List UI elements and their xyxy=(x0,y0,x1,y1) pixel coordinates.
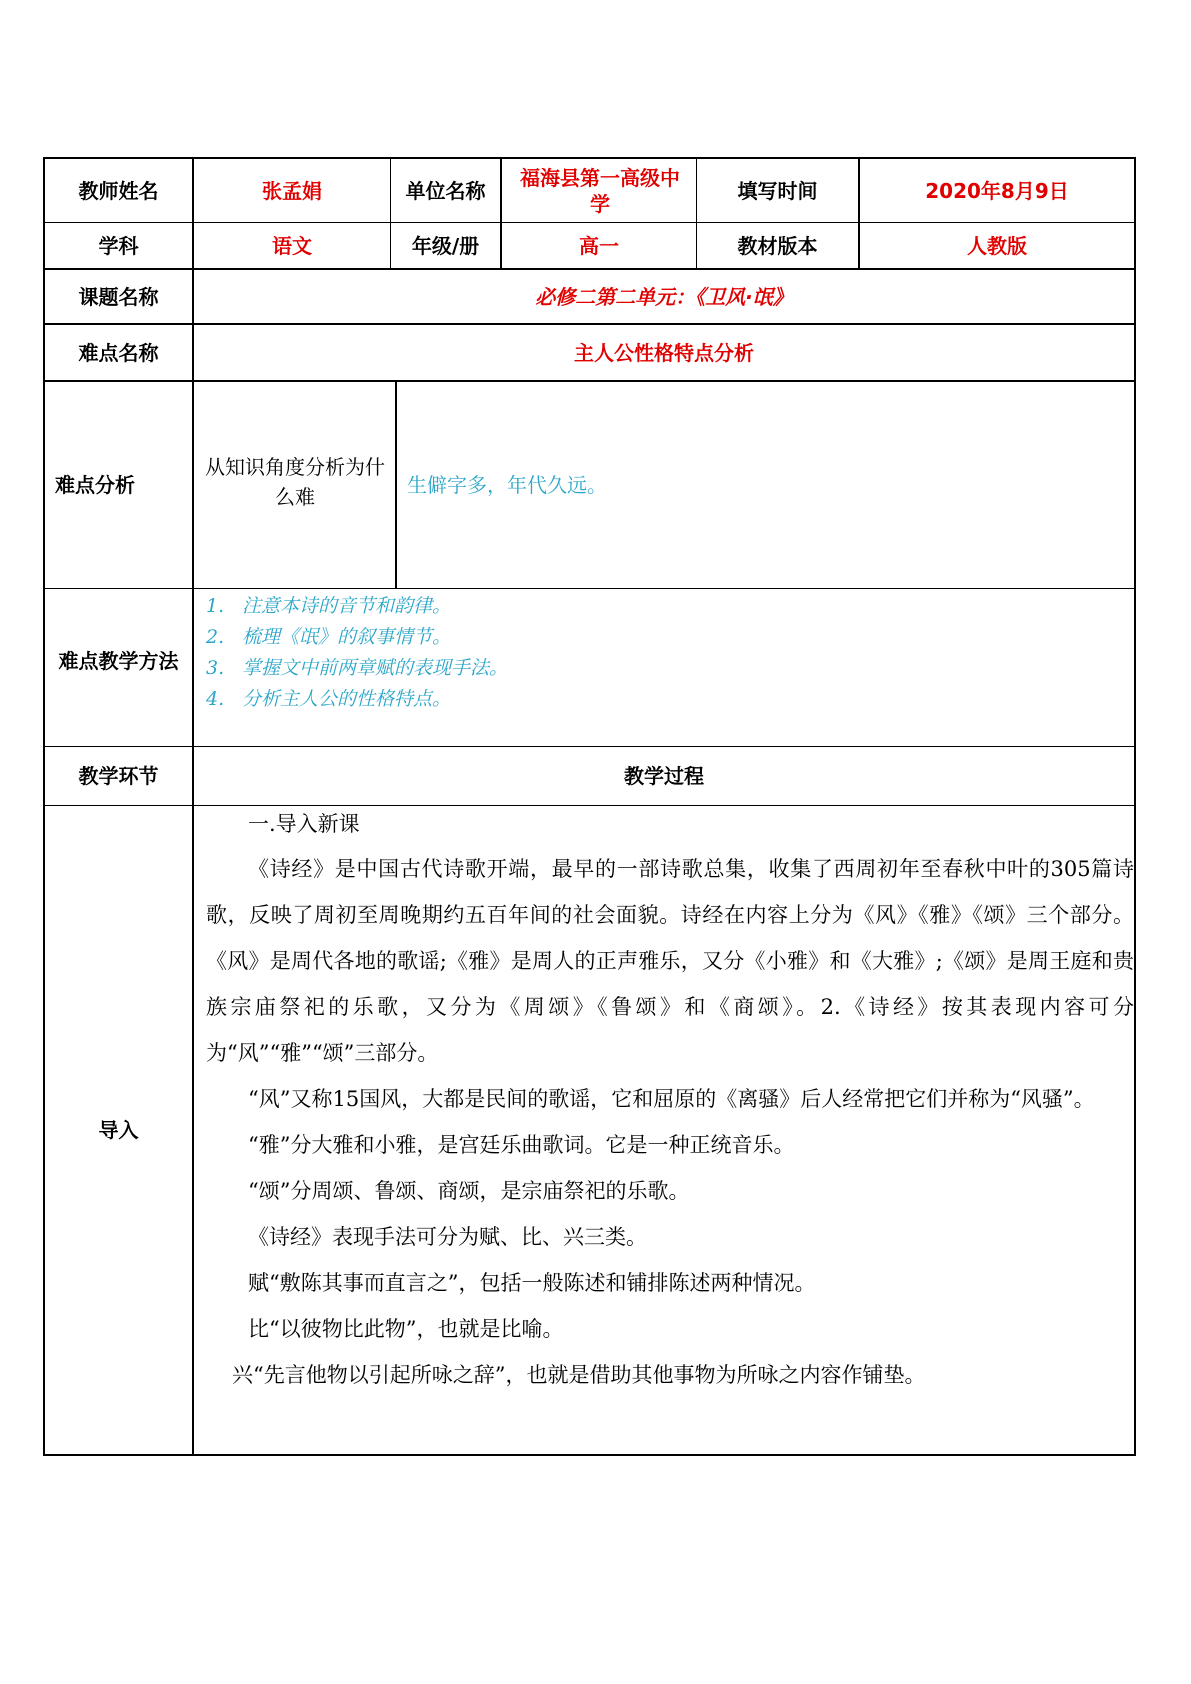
difficulty-label: 难点名称 xyxy=(78,340,159,365)
list-item-num: 2. xyxy=(206,626,225,648)
paragraph: “风”又称15国风，大都是民间的歌谣，它和屈原的《离骚》后人经常把它们并称为“风骚”。 xyxy=(248,1087,1095,1111)
list-item-num: 3. xyxy=(206,657,225,679)
topic-value: 必修二第二单元：《卫风·氓》 xyxy=(535,284,793,309)
intro-process xyxy=(206,808,1134,1398)
paragraph: “颂”分周颂、鲁颂、商颂，是宗庙祭祀的乐歌。 xyxy=(248,1179,690,1203)
edition-label: 教材版本 xyxy=(737,233,818,258)
row-line xyxy=(43,805,1136,806)
paragraph: 兴“先言他物以引起所咏之辞”，也就是借助其他事物为所咏之内容作铺垫。 xyxy=(232,1363,926,1387)
intro-stage: 导入 xyxy=(98,1118,139,1142)
subject-label: 学科 xyxy=(98,233,139,258)
list-item xyxy=(206,591,1106,622)
unit-label: 单位名称 xyxy=(405,178,486,203)
list-item xyxy=(206,684,1106,715)
list-item-num: 4. xyxy=(206,688,225,710)
list-item-text: 梳理《氓》的叙事情节。 xyxy=(242,626,452,648)
process-header: 教学过程 xyxy=(624,764,704,788)
difficulty-value: 主人公性格特点分析 xyxy=(574,340,754,365)
paragraph: 《诗经》是中国古代诗歌开端，最早的一部诗歌总集，收集了西周初年至春秋中叶的305篇诗歌，反映了周初至周晚期约五百年间的社会面貌。诗经在内容上分为《风》《雅》《颂》三个部分。《风》是周代各地的歌谣;《雅》是周人的正声雅乐，又分《小雅》和《大雅》;《颂》是周王庭和贵族宗庙祭祀的乐歌，又分为《周颂》《鲁颂》和《商颂》。2.《诗经》按其表现内容可分为“风”“雅”“颂”三部分。 xyxy=(206,857,1134,1065)
analysis-content: 生僻字多，年代久远。 xyxy=(407,473,607,497)
list-item-text: 分析主人公的性格特点。 xyxy=(242,688,452,710)
unit-name: 福海县第一高级中学 xyxy=(520,165,680,216)
subject-value: 语文 xyxy=(272,233,312,258)
methods-list xyxy=(206,591,1106,715)
edition-value: 人教版 xyxy=(967,233,1027,258)
list-item-text: 注意本诗的音节和韵律。 xyxy=(242,595,452,617)
time-value: 2020年8月9日 xyxy=(925,178,1069,203)
paragraph: 一.导入新课 xyxy=(248,812,360,836)
paragraph: 比“以彼物比此物”，也就是比喻。 xyxy=(248,1317,564,1341)
paragraph: “雅”分大雅和小雅，是宫廷乐曲歌词。它是一种正统音乐。 xyxy=(248,1133,795,1157)
time-label: 填写时间 xyxy=(737,178,818,203)
list-item-num: 1. xyxy=(206,595,225,617)
grade-value: 高一 xyxy=(579,233,619,258)
list-item xyxy=(206,622,1106,653)
table-border-bottom xyxy=(43,1454,1136,1456)
analysis-label: 难点分析 xyxy=(55,473,135,497)
topic-label: 课题名称 xyxy=(78,284,159,309)
stage-header: 教学环节 xyxy=(78,764,159,788)
list-item-text: 掌握文中前两章赋的表现手法。 xyxy=(242,657,509,679)
teacher-name: 张孟娟 xyxy=(262,178,322,203)
analysis-sub-label: 从知识角度分析为什么难 xyxy=(205,455,385,509)
paragraph: 赋“敷陈其事而直言之”，包括一般陈述和铺排陈述两种情况。 xyxy=(248,1271,816,1295)
teacher-label: 教师姓名 xyxy=(78,178,159,203)
list-item xyxy=(206,653,1106,684)
row-line xyxy=(43,588,1136,589)
table-border-right xyxy=(1134,157,1136,1456)
methods-label: 难点教学方法 xyxy=(58,648,179,673)
paragraph: 《诗经》表现手法可分为赋、比、兴三类。 xyxy=(248,1225,647,1249)
grade-label: 年级/册 xyxy=(411,233,480,258)
